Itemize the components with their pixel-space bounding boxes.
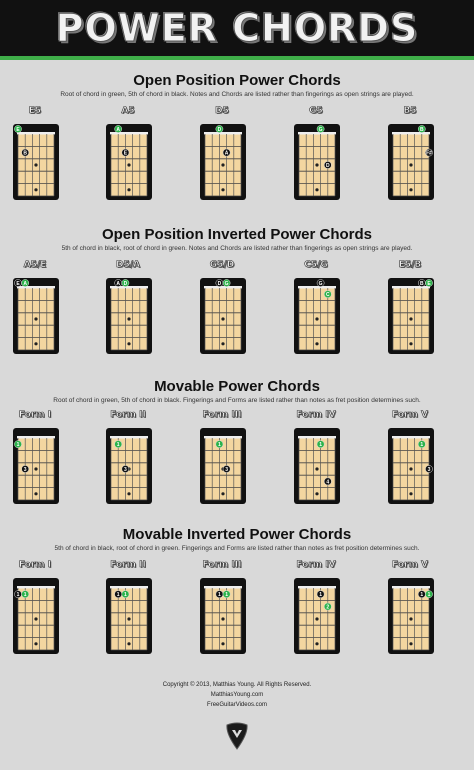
chord-name: A5 (121, 106, 135, 116)
chord-name: Form III (202, 410, 242, 420)
fretboard-graphic (294, 578, 340, 654)
chord-diagram (286, 410, 346, 514)
chord-name: Form I (18, 410, 52, 420)
fifth-note-dot (14, 279, 21, 287)
dot-label: 1 (420, 442, 424, 449)
dot-label: 1 (23, 592, 27, 599)
root-note-dot (115, 125, 122, 133)
inlay-marker (315, 642, 318, 645)
inlay-marker (34, 492, 37, 495)
fretboard-graphic (106, 124, 152, 200)
fretboard (200, 578, 246, 654)
inlay-marker (127, 617, 130, 620)
guitar-pick-logo-icon (225, 722, 249, 750)
fretboard-graphic (200, 428, 246, 504)
fretboard (106, 578, 152, 654)
copyright-text: Copyright © 2013, Matthias Young. All Rights Reserved. (162, 682, 312, 688)
dot-label: C (325, 292, 330, 299)
dot-label: A (224, 150, 229, 157)
inlay-marker (315, 467, 318, 470)
root-note-dot (14, 441, 21, 449)
inlay-marker (409, 467, 412, 470)
chord-name: Form V (392, 560, 428, 570)
dot-label: A (116, 127, 121, 133)
inlay-marker (127, 342, 130, 345)
inlay-marker (409, 642, 412, 645)
inlay-marker (409, 163, 412, 166)
header-banner (0, 0, 474, 60)
fifth-note-dot (425, 149, 432, 157)
dot-label: 1 (225, 592, 228, 599)
inlay-marker (127, 492, 130, 495)
chord-name: Form V (392, 410, 428, 420)
dot-label: E (427, 281, 431, 287)
fifth-note-dot (317, 279, 324, 287)
chord-name: Form IV (296, 560, 336, 570)
section-title: Movable Power Chords (154, 378, 320, 395)
fretboard (294, 124, 340, 200)
inlay-marker (34, 163, 37, 166)
fretboard-graphic (294, 278, 340, 354)
dot-label: E (16, 127, 20, 133)
root-note-dot (115, 441, 122, 449)
fretboard-graphic (200, 124, 246, 200)
fretboard-graphic (200, 278, 246, 354)
chord-name: Form III (202, 560, 242, 570)
fretboard-graphic (200, 578, 246, 654)
section-movable-power-chords (0, 378, 474, 404)
fretboard (294, 578, 340, 654)
dot-label: E (123, 150, 128, 157)
chord-row-movable (0, 410, 474, 520)
chord-diagram (5, 106, 65, 210)
chord-name: E5/B (398, 260, 422, 270)
fretboard (106, 124, 152, 200)
dot-label: G (318, 127, 323, 133)
fretboard (13, 578, 59, 654)
dot-label: 3 (427, 467, 431, 473)
chord-diagram (98, 560, 158, 664)
dot-label: 3 (124, 467, 127, 473)
root-note-dot (216, 441, 223, 449)
inlay-marker (221, 492, 224, 495)
inlay-marker (315, 317, 318, 320)
dot-label: B (419, 281, 424, 287)
inlay-marker (34, 188, 37, 191)
inlay-marker (221, 642, 224, 645)
dot-label: 2 (326, 604, 330, 611)
inlay-marker (409, 492, 412, 495)
chord-name: Form II (110, 410, 146, 420)
fretboard-graphic (388, 578, 434, 654)
dot-label: 4 (326, 479, 330, 486)
chord-name: C5/G (304, 260, 328, 270)
inlay-marker (34, 467, 37, 470)
root-note-dot (122, 279, 129, 287)
fifth-note-dot (216, 279, 223, 287)
nut (392, 586, 430, 589)
root-note-dot (216, 125, 223, 133)
root-note-dot (223, 279, 230, 287)
chord-diagram (192, 560, 252, 664)
nut (298, 286, 336, 289)
chord-diagram (5, 410, 65, 514)
fretboard (200, 428, 246, 504)
fifth-note-dot (122, 149, 129, 157)
nut (204, 286, 242, 289)
fretboard-graphic (294, 428, 340, 504)
dot-label: 1 (16, 592, 20, 599)
fretboard-graphic (13, 278, 59, 354)
nut (204, 132, 242, 135)
section-title: Open Position Power Chords (133, 72, 341, 89)
root-note-dot (425, 279, 432, 287)
chord-diagram (5, 260, 65, 364)
chord-diagram (286, 560, 346, 664)
fifth-note-dot (223, 149, 230, 157)
inlay-marker (221, 617, 224, 620)
fretboard-graphic (13, 124, 59, 200)
section-description: 5th of chord in black, root of chord in green. Notes and Chords are listed rather than fingerings as open strings are played. (61, 245, 413, 252)
chord-diagram (286, 260, 346, 364)
nut (392, 436, 430, 439)
dot-label: 1 (16, 442, 20, 449)
nut (392, 286, 430, 289)
chord-diagram (5, 560, 65, 664)
fretboard (13, 124, 59, 200)
fifth-note-dot (317, 591, 324, 599)
chord-name: D5 (215, 106, 229, 116)
root-note-dot (418, 125, 425, 133)
chord-row-movable-inverted (0, 560, 474, 670)
section-description: Root of chord in green, 5th of chord in black. Notes and Chords are listed rather than fingerings as open strings are played. (60, 91, 414, 98)
dot-label: B (419, 127, 424, 133)
root-note-dot (22, 591, 29, 599)
fifth-note-dot (418, 279, 425, 287)
chord-name: G5/D (209, 260, 235, 270)
fifth-note-dot (324, 478, 331, 486)
chord-diagram (98, 106, 158, 210)
nut (298, 132, 336, 135)
inlay-marker (34, 617, 37, 620)
dot-label: D (217, 127, 222, 133)
dot-label: 1 (420, 592, 424, 599)
inlay-marker (315, 342, 318, 345)
inlay-marker (315, 617, 318, 620)
chord-name: Form IV (296, 410, 336, 420)
fifth-note-dot (115, 591, 122, 599)
fretboard-graphic (388, 124, 434, 200)
nut (110, 436, 148, 439)
inlay-marker (34, 317, 37, 320)
chord-diagram (98, 410, 158, 514)
fifth-note-dot (418, 591, 425, 599)
site-link-1[interactable]: MatthiasYoung.com (210, 692, 264, 698)
fifth-note-dot (22, 465, 29, 473)
inlay-marker (127, 163, 130, 166)
chord-diagram (192, 106, 252, 210)
section-title: Open Position Inverted Power Chords (101, 226, 373, 243)
root-note-dot (122, 591, 129, 599)
fretboard (388, 428, 434, 504)
fretboard-graphic (294, 124, 340, 200)
root-note-dot (22, 279, 29, 287)
dot-label: E (16, 281, 20, 287)
chord-name: Form I (18, 560, 52, 570)
dot-label: 3 (23, 467, 27, 473)
nut (17, 436, 55, 439)
inlay-marker (34, 342, 37, 345)
chord-diagram (380, 260, 440, 364)
fretboard (388, 278, 434, 354)
section-open-inverted-power-chords (0, 226, 474, 252)
fretboard (388, 124, 434, 200)
section-description: Root of chord in green, 5th of chord in black. Fingerings and Forms are listed rather than notes as fret position determines such. (53, 397, 421, 404)
fretboard-graphic (13, 428, 59, 504)
nut (204, 586, 242, 589)
fifth-note-dot (14, 591, 21, 599)
dot-label: 1 (218, 442, 221, 449)
chord-diagram (286, 106, 346, 210)
fifth-note-dot (216, 591, 223, 599)
chord-name: D5/A (116, 260, 140, 270)
section-description: 5th of chord in black, root of chord in green. Fingerings and Forms are listed rather than notes as fret position determines such. (54, 545, 420, 552)
fretboard-graphic (388, 278, 434, 354)
inlay-marker (315, 163, 318, 166)
inlay-marker (221, 188, 224, 191)
dot-label: 1 (319, 442, 322, 449)
dot-label: 1 (218, 592, 221, 599)
root-note-dot (14, 125, 21, 133)
fifth-note-dot (223, 465, 230, 473)
inlay-marker (315, 492, 318, 495)
nut (17, 586, 55, 589)
chord-diagram (192, 410, 252, 514)
inlay-marker (409, 617, 412, 620)
inlay-marker (409, 317, 412, 320)
chord-diagram (98, 260, 158, 364)
fifth-note-dot (425, 465, 432, 473)
fretboard (294, 278, 340, 354)
fifth-note-dot (122, 465, 129, 473)
fretboard-graphic (106, 578, 152, 654)
site-link-2[interactable]: FreeGuitarVideos.com (207, 702, 267, 708)
nut (204, 436, 242, 439)
dot-label: B (23, 150, 28, 157)
chord-name: B5 (403, 106, 417, 116)
fretboard-graphic (106, 278, 152, 354)
chord-name: G5 (309, 106, 323, 116)
chord-diagram (192, 260, 252, 364)
chord-name: Form II (110, 560, 146, 570)
dot-label: 1 (116, 442, 120, 449)
chord-diagram (380, 560, 440, 664)
footer (0, 680, 474, 710)
fifth-note-dot (115, 279, 122, 287)
dot-label: G (224, 281, 229, 287)
page-title: POWER CHORDS (55, 6, 419, 50)
root-note-dot (317, 125, 324, 133)
dot-label: D (325, 163, 330, 169)
nut (110, 586, 148, 589)
inlay-marker (127, 188, 130, 191)
fretboard (200, 124, 246, 200)
fretboard-graphic (13, 578, 59, 654)
fretboard (294, 428, 340, 504)
dot-label: A (23, 281, 28, 287)
chord-name: A5/E (23, 260, 47, 270)
fretboard (106, 278, 152, 354)
dot-label: F# (426, 150, 432, 157)
dot-label: D (217, 281, 222, 287)
inlay-marker (221, 163, 224, 166)
inlay-marker (221, 342, 224, 345)
fretboard-graphic (388, 428, 434, 504)
chord-row-open (0, 106, 474, 216)
fifth-note-dot (324, 161, 331, 169)
inlay-marker (127, 317, 130, 320)
inlay-marker (409, 342, 412, 345)
nut (298, 436, 336, 439)
fretboard (13, 428, 59, 504)
root-note-dot (324, 291, 331, 299)
root-note-dot (317, 441, 324, 449)
root-note-dot (418, 441, 425, 449)
fretboard-graphic (106, 428, 152, 504)
fretboard (388, 578, 434, 654)
section-title: Movable Inverted Power Chords (122, 526, 352, 543)
fretboard (13, 278, 59, 354)
inlay-marker (34, 642, 37, 645)
dot-label: 1 (319, 592, 322, 599)
dot-label: G (318, 281, 323, 287)
root-note-dot (324, 603, 331, 611)
dot-label: 1 (116, 592, 120, 599)
section-movable-inverted-power-chords (0, 526, 474, 552)
fretboard (200, 278, 246, 354)
inlay-marker (409, 188, 412, 191)
root-note-dot (425, 591, 432, 599)
chord-diagram (380, 106, 440, 210)
root-note-dot (223, 591, 230, 599)
inlay-marker (221, 317, 224, 320)
dot-label: 1 (124, 592, 127, 599)
nut (17, 132, 55, 135)
chord-diagram (380, 410, 440, 514)
dot-label: 1 (427, 592, 431, 599)
nut (298, 586, 336, 589)
inlay-marker (315, 188, 318, 191)
chord-row-open-inverted (0, 260, 474, 370)
inlay-marker (127, 642, 130, 645)
nut (392, 132, 430, 135)
chord-name: E5 (28, 106, 42, 116)
fifth-note-dot (22, 149, 29, 157)
dot-label: 3 (225, 467, 228, 473)
dot-label: A (116, 281, 121, 287)
fretboard (106, 428, 152, 504)
section-open-power-chords (0, 72, 474, 98)
dot-label: D (123, 281, 128, 287)
